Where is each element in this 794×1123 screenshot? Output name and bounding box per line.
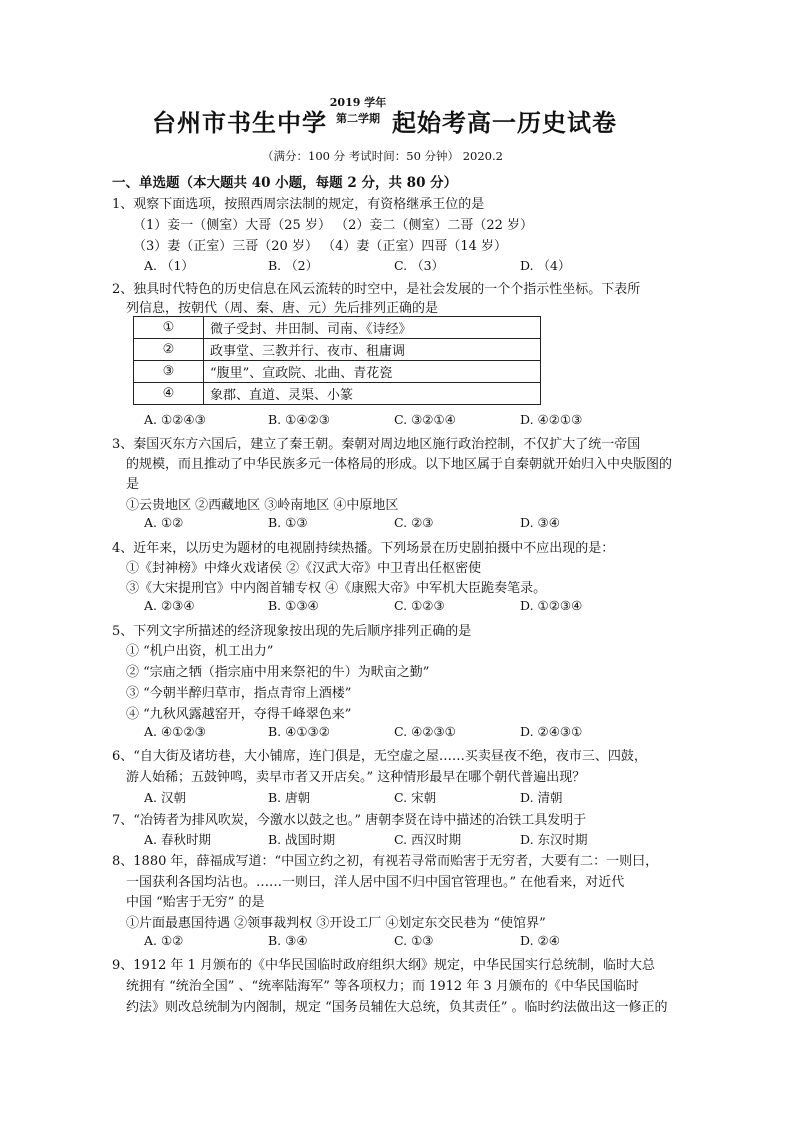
title-year: 2019 学年 [329,96,387,109]
q1-option-b: B. （2） [268,258,319,273]
q9-stem-2: 统拥有 “统治全国” 、“统率陆海军” 等各项权力；而 1912 年 3 月颁布的《中华民国临时 [126,979,639,994]
q8-option-b: B. ③④ [268,933,308,948]
q2-table [133,316,541,405]
section-heading: 一、单选题（本大题共 40 小题，每题 2 分，共 80 分） [112,175,458,191]
q4-option-a: A. ②③④ [144,598,195,613]
q6-stem-1: 6、“自大街及诸坊巷，大小铺席，连门俱是，无空虚之屋……买卖昼夜不绝，夜市三、四鼓， [112,749,647,764]
q4-option-b: B. ①③④ [268,598,319,613]
table-row [134,317,541,339]
q8-stem-2: 一国获利各国均沾也。……一则曰，洋人居中国不归中国官管理也。” 在他看来，对近代 [126,875,625,890]
q5-option-a: A. ④①②③ [144,724,206,739]
q8-items: ①片面最惠国待遇 ②领事裁判权 ③开设工厂 ④划定东交民巷为 “使馆界” [126,916,546,931]
exam-meta: （满分：100 分 考试时间：50 分钟） 2020.2 [262,149,503,163]
q3-option-b: B. ①③ [268,515,308,530]
q5-item-4: ④ “九秋风露越窑开，夺得千峰翠色来” [126,707,352,722]
q8-stem-3: 中国 “贻害于无穷” 的是 [126,895,265,910]
q6-option-d: D. 清朝 [520,790,563,805]
q4-stem: 4、近年来，以历史为题材的电视剧持续热播。下列场景在历史剧拍摄中不应出现的是： [112,541,615,556]
table-row [134,361,541,383]
q3-option-d: D. ③④ [520,515,560,530]
q2-option-d: D. ④②①③ [520,412,583,427]
q7-option-c: C. 西汉时期 [394,832,462,847]
q8-option-d: D. ②④ [520,933,560,948]
q1-row1: （1）妾一（侧室）大哥（25 岁） （2）妾二（侧室）二哥（22 岁） [133,218,534,233]
q1-option-d: D. （4） [520,258,571,273]
table-cell-num: ③ [134,361,204,383]
q5-item-2: ② “宗庙之牺（指宗庙中用来祭祀的牛）为畎亩之勤” [126,665,430,680]
q7-option-d: D. 东汉时期 [520,832,588,847]
q2-stem-2: 列信息，按朝代（周、秦、唐、元）先后排列正确的是 [126,301,439,316]
q2-option-c: C. ③②①④ [394,412,456,427]
table-row [134,339,541,361]
q7-stem: 7、“冶铸者为排风吹炭，今激水以鼓之也。” 唐朝李贤在诗中描述的冶铁工具发明于 [112,813,587,828]
q5-item-3: ③ “今朝半醉归草市，指点青帘上酒楼” [126,686,352,701]
table-cell-num: ② [134,339,204,361]
q6-option-a: A. 汉朝 [144,790,186,805]
q5-stem: 5、下列文字所描述的经济现象按出现的先后顺序排列正确的是 [112,624,472,639]
table-cell-num: ④ [134,383,204,405]
table-cell-num: ① [134,317,204,339]
q4-option-d: D. ①②③④ [520,598,583,613]
q3-items: ①云贵地区 ②西藏地区 ③岭南地区 ④中原地区 [126,498,399,513]
q3-stem-3: 是 [126,477,140,492]
q8-option-c: C. ①③ [394,933,434,948]
title-exam: 起始考高一历史试卷 [392,108,617,137]
q3-option-c: C. ②③ [394,515,434,530]
q9-stem-1: 9、1912 年 1 月颁布的《中华民国临时政府组织大纲》规定，中华民国实行总统制，临时大总 [112,958,656,973]
q6-option-c: C. 宋朝 [394,790,437,805]
q5-option-d: D. ②④③① [520,724,583,739]
q8-option-a: A. ①② [144,933,184,948]
q5-option-b: B. ④①③② [268,724,330,739]
table-cell-text: 象郡、直道、灵渠、小篆 [204,383,541,405]
q4-option-c: C. ①②③ [394,598,445,613]
q1-option-c: C. （3） [394,258,445,273]
title-school: 台州市书生中学 [152,108,327,137]
q2-stem-1: 2、独具时代特色的历史信息在风云流转的时空中，是社会发展的一个个指示性坐标。下表所 [112,282,641,297]
q3-stem-2: 的规模，而且推动了中华民族多元一体格局的形成。以下地区属于自秦朝就开始归入中央版图的 [126,457,673,472]
table-cell-text: 政事堂、三教并行、夜市、租庸调 [204,339,541,361]
q1-option-a: A. （1） [144,258,194,273]
q5-option-c: C. ④②③① [394,724,456,739]
q8-stem-1: 8、1880 年，薛福成写道：“中国立约之初，有视若寻常而贻害于无穷者，大要有二：一则曰， [112,854,659,869]
table-cell-text: 微子受封、井田制、司南、《诗经》 [204,317,541,339]
q4-row2: ③《大宋提刑官》中内阁首辅专权 ④《康熙大帝》中军机大臣跪奏笔录。 [126,581,547,596]
q1-stem: 1、观察下面选项，按照西周宗法制的规定，有资格继承王位的是 [112,197,485,212]
q6-option-b: B. 唐朝 [268,790,311,805]
q1-row2: （3）妻（正室）三哥（20 岁） （4）妻（正室）四哥（14 岁） [133,239,508,254]
q7-option-b: B. 战国时期 [268,832,336,847]
q7-option-a: A. 春秋时期 [144,832,211,847]
q2-option-a: A. ①②④③ [144,412,206,427]
q5-item-1: ① “机户出资，机工出力” [126,644,274,659]
title-term: 第二学期 [336,112,380,125]
q6-stem-2: 游人始稀；五鼓钟鸣，卖早市者又开店矣。” 这种情形最早在哪个朝代普遍出现？ [126,770,586,785]
q9-stem-3: 约法》则改总统制为内阁制，规定 “国务员辅佐大总统，负其责任” 。临时约法做出这一修正的 [126,1000,668,1015]
table-cell-text: “腹里”、宣政院、北曲、青花瓷 [204,361,541,383]
q3-stem-1: 3、秦国灭东方六国后，建立了秦王朝。秦朝对周边地区施行政治控制，不仅扩大了统一帝国 [112,437,641,452]
q3-option-a: A. ①② [144,515,184,530]
q2-option-b: B. ①④②③ [268,412,330,427]
q4-row1: ①《封神榜》中烽火戏诸侯 ②《汉武大帝》中卫青出任枢密使 [126,561,482,576]
table-row [134,383,541,405]
